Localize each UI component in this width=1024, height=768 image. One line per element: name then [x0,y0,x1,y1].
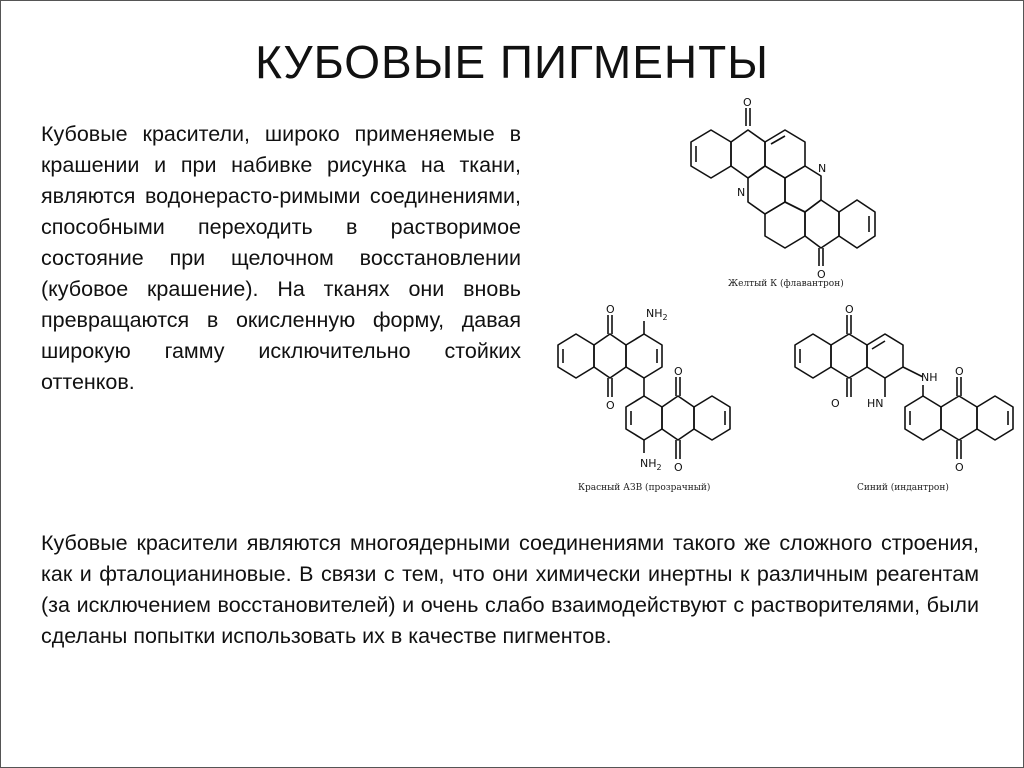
red-azb-oxygen-3: O [674,365,683,378]
flavanthrone-oxygen-bottom: O [817,268,826,281]
indanthrone-hn: HN [867,397,884,410]
red-azb-caption: Красный АЗВ (прозрачный) [578,483,711,493]
red-azb-amino-top: $NH_2$ [646,307,668,322]
indanthrone-oxygen-3: O [955,365,964,378]
indanthrone-oxygen-4: O [955,461,964,474]
flavanthrone-bonds [691,108,875,266]
indanthrone-nh: NH [921,371,938,384]
indanthrone-bonds [795,315,1013,459]
red-azb-caption-area [554,479,739,495]
flavanthrone-structure-diagram [681,96,881,281]
red-azb-bonds [558,315,730,459]
red-azb-oxygen-1: O [606,303,615,316]
red-azb-structure-diagram [554,301,739,481]
indanthrone-oxygen-2: O [831,397,840,410]
pigments-paragraph: Кубовые красители являются многоядерными соединениями такого же сложного строения, как и фталоцианиновые. В связи с тем, что они химически инертны к различным реагентам (за исключением восстановителей) и очень слабо взаимодействуют с растворителями, были сделаны попытки использовать их в качестве пигментов. [41,531,979,648]
red-azb-figure [554,301,739,495]
red-azb-oxygen-4: O [674,461,683,474]
flavanthrone-oxygen-top: O [743,96,752,109]
indanthrone-caption-area [791,479,1016,495]
flavanthrone-nitrogen-right: N [818,162,827,175]
red-azb-amino-bottom: $NH_2$ [640,457,662,472]
indanthrone-caption: Синий (индантрон) [857,483,949,493]
red-azb-oxygen-2: O [606,399,615,412]
flavanthrone-caption-area [681,275,881,291]
indanthrone-figure [791,301,1016,495]
indanthrone-oxygen-1: O [845,303,854,316]
slide-title: КУБОВЫЕ ПИГМЕНТЫ [255,36,769,88]
indanthrone-structure-diagram [791,301,1016,481]
intro-paragraph: Кубовые красители, широко применяемые в крашении и при набивке рисунка на ткани, являются водонерасто-римыми соединениями, способными переходить в растворимое состояние при щелочном восстановлении (кубовое крашение). На тканях они вновь превращаются в окисленную форму, давая широкую гамму исключительно стойких оттенков. [41,122,521,394]
flavanthrone-figure [681,96,881,291]
flavanthrone-caption: Желтый К (флавантрон) [728,279,844,289]
flavanthrone-nitrogen-left: N [737,186,746,199]
